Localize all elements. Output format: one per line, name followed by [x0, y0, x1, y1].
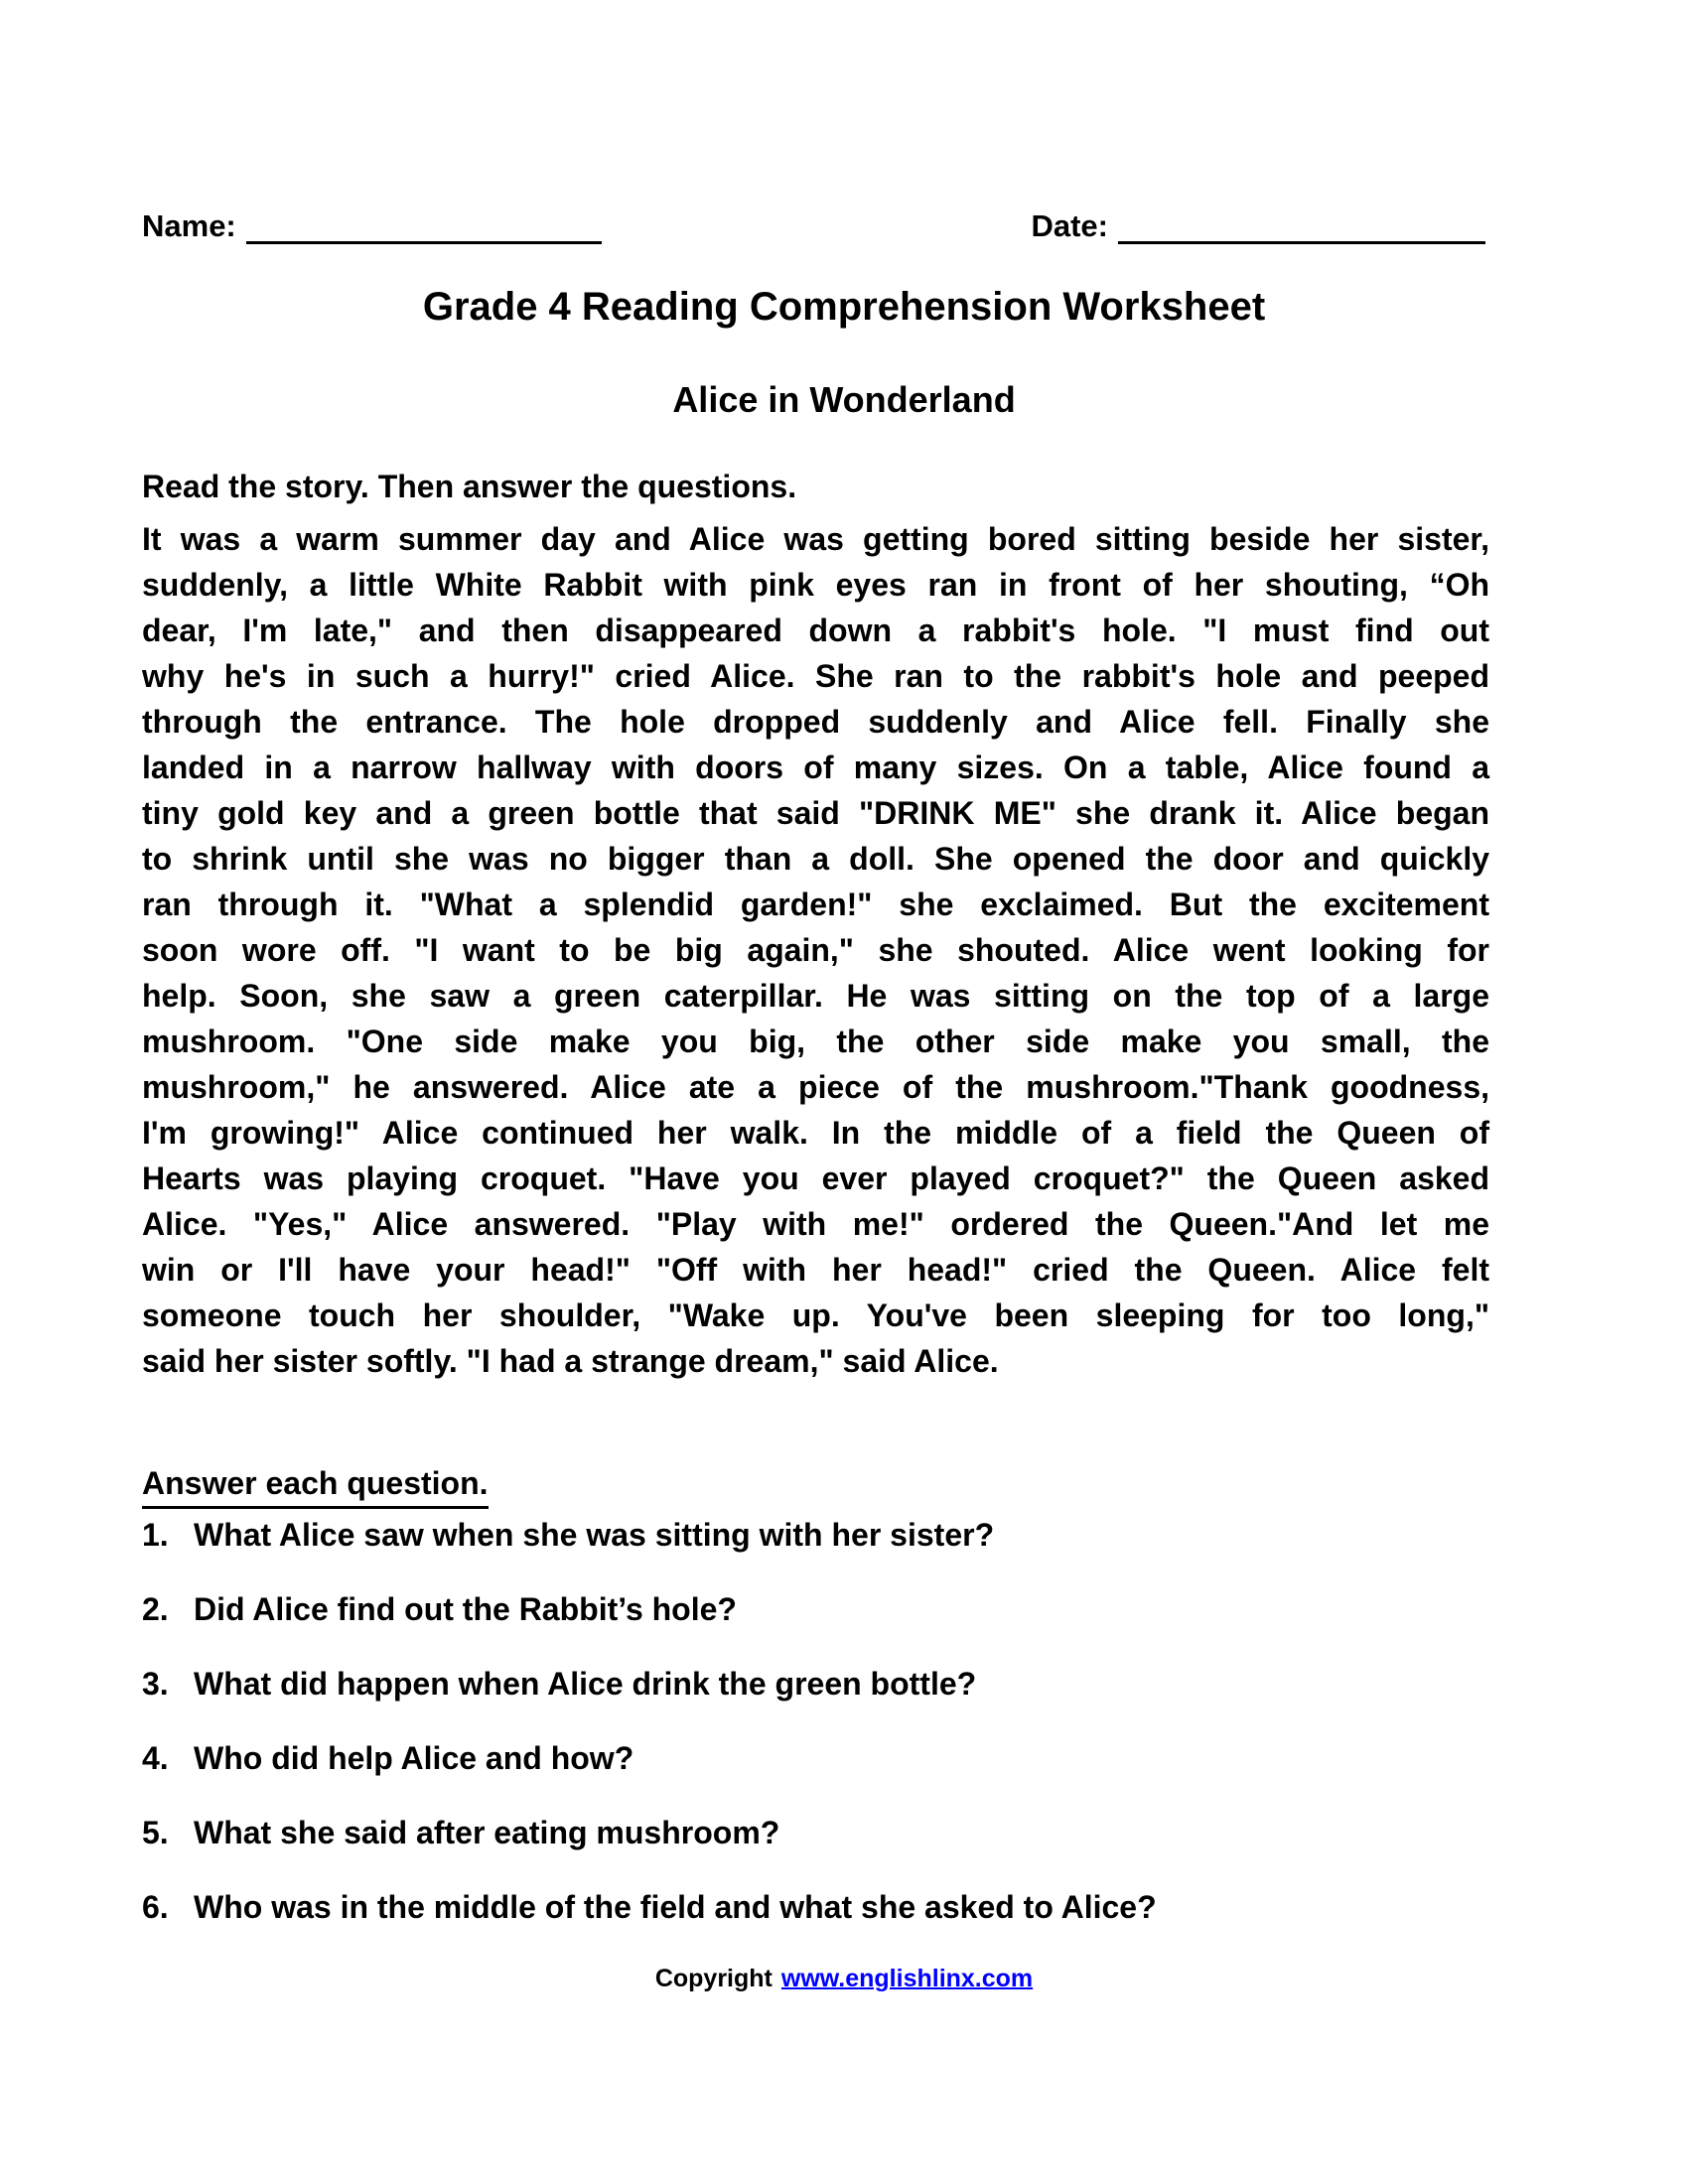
story-line: landed in a narrow hallway with doors of many sizes. On a table, Alice found a: [142, 750, 1489, 785]
question-text: Who was in the middle of the field and what she asked to Alice?: [194, 1889, 1157, 1925]
story-line: I'm growing!" Alice continued her walk. In the middle of a field the Queen of: [142, 1115, 1489, 1151]
question-text: Did Alice find out the Rabbit’s hole?: [194, 1591, 737, 1627]
story-instruction: Read the story. Then answer the questions.: [142, 469, 797, 504]
question-number: 3.: [142, 1666, 169, 1702]
answer-heading: Answer each question.: [142, 1463, 489, 1509]
story-line: help. Soon, she saw a green caterpillar. He was sitting on the top of a large: [142, 978, 1489, 1014]
name-field: [142, 208, 602, 244]
answer-heading-row: [142, 1463, 1688, 1509]
story-line: said her sister softly. "I had a strange dream," said Alice.: [142, 1343, 999, 1379]
story-line: ran through it. "What a splendid garden!" she exclaimed. But the excitement: [142, 887, 1489, 922]
date-label: Date:: [1031, 208, 1108, 243]
question-item: [142, 1517, 1522, 1553]
question-item: [142, 1815, 1522, 1850]
name-label: Name:: [142, 208, 236, 243]
header: [142, 206, 1485, 244]
story-line: through the entrance. The hole dropped suddenly and Alice fell. Finally she: [142, 704, 1489, 740]
name-blank: [246, 214, 602, 244]
story-line: someone touch her shoulder, "Wake up. You've been sleeping for too long,": [142, 1297, 1489, 1333]
question-number: 6.: [142, 1889, 169, 1925]
worksheet-title: Grade 4 Reading Comprehension Worksheet: [422, 285, 1266, 329]
footer: [142, 1964, 1546, 1993]
story-line: mushroom. "One side make you big, the other side make you small, the: [142, 1024, 1489, 1059]
question-number: 5.: [142, 1815, 169, 1850]
question-item: [142, 1591, 1522, 1627]
question-number: 2.: [142, 1591, 169, 1627]
question-item: [142, 1740, 1522, 1776]
story-line: soon wore off. "I want to be big again," she shouted. Alice went looking for: [142, 932, 1489, 968]
questions-list: [142, 1517, 1522, 1925]
question-text: What she said after eating mushroom?: [194, 1815, 780, 1850]
copyright-label: Copyright: [654, 1965, 773, 1992]
copyright-link[interactable]: www.englishlinx.com: [780, 1965, 1034, 1992]
question-item: [142, 1666, 1522, 1702]
question-item: [142, 1889, 1522, 1925]
story-line: why he's in such a hurry!" cried Alice. She ran to the rabbit's hole and peeped: [142, 658, 1489, 694]
story-line: Hearts was playing croquet. "Have you ever played croquet?" the Queen asked: [142, 1160, 1489, 1196]
story-line: to shrink until she was no bigger than a doll. She opened the door and quickly: [142, 841, 1489, 877]
question-text: What did happen when Alice drink the green bottle?: [194, 1666, 977, 1702]
story-line: mushroom," he answered. Alice ate a piece of the mushroom."Thank goodness,: [142, 1069, 1489, 1105]
story-line: win or I'll have your head!" "Off with her head!" cried the Queen. Alice felt: [142, 1252, 1489, 1288]
date-blank: [1118, 214, 1485, 244]
question-number: 1.: [142, 1517, 169, 1553]
story-line: Alice. "Yes," Alice answered. "Play with me!" ordered the Queen."And let me: [142, 1206, 1489, 1242]
story-line: suddenly, a little White Rabbit with pink eyes ran in front of her shouting, “Oh: [142, 567, 1489, 603]
date-field: [1031, 208, 1485, 244]
worksheet-subtitle: Alice in Wonderland: [672, 379, 1016, 420]
story-line: dear, I'm late," and then disappeared down a rabbit's hole. "I must find out: [142, 613, 1489, 648]
question-number: 4.: [142, 1740, 169, 1776]
question-text: Who did help Alice and how?: [194, 1740, 634, 1776]
story-line: tiny gold key and a green bottle that said "DRINK ME" she drank it. Alice began: [142, 795, 1489, 831]
story-paragraph: [142, 516, 1489, 1384]
question-text: What Alice saw when she was sitting with her sister?: [194, 1517, 995, 1553]
story-line: It was a warm summer day and Alice was getting bored sitting beside her sister,: [142, 521, 1489, 557]
